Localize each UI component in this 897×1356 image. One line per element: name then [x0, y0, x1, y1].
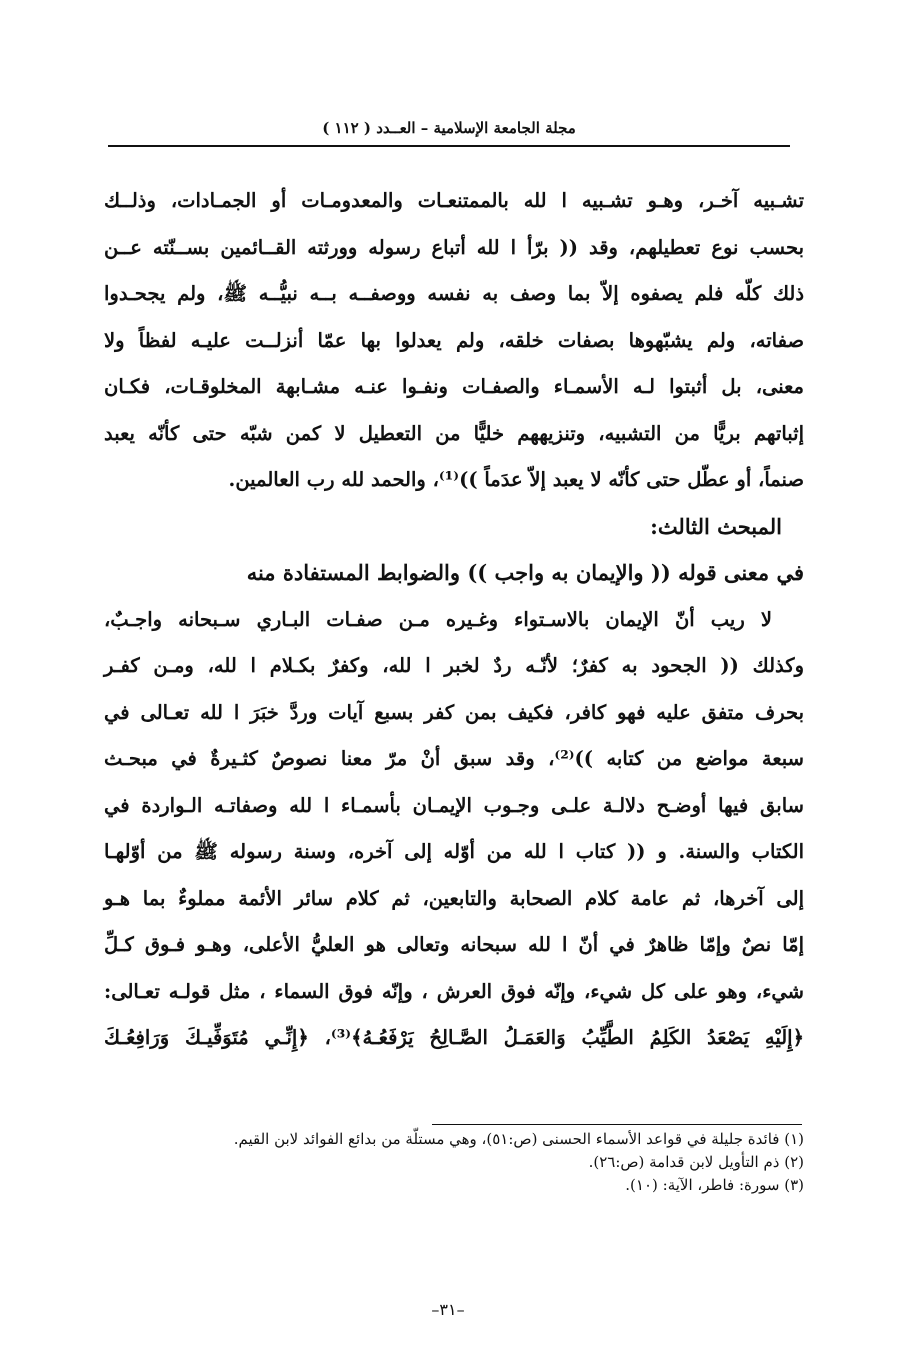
text-line: الكتاب والسنة. و (( كتاب ا لله من أوّله إلى آخره، وسنة رسوله ﷺ من أوّلهـا: [104, 840, 804, 863]
text-line: سابق فيها أوضـح دلالـة علـى وجـوب الإيمـان بأسمـاء ا لله وصفاتـه الـواردة في: [104, 793, 804, 817]
footnote-rule: [432, 1124, 802, 1125]
running-header: مجلة الجامعة الإسلامية – العــدد ( ١١٢ ): [322, 119, 576, 137]
text-line: سبعة مواضع من كتابه ))⁽²⁾، وقد سبق أنْ مرّ معنا نصوصٌ كثـيرةٌ في مبحـث: [104, 747, 804, 770]
text-line: لا ريب أنّ الإيمان بالاسـتواء وغـيره مـن صفـات البـاري سـبحانه واجـبٌ،: [104, 607, 772, 631]
text-line: صنماً، أو عطّل حتى كأنّه لا يعبد إلاّ عدَماً ))⁽¹⁾، والحمد لله رب العالمين.: [228, 468, 804, 491]
footnote: (٢) ذم التأويل لابن قدامة (ص:٢٦).: [588, 1153, 804, 1171]
section-subtitle: في معنى قوله (( والإيمان به واجب )) والضوابط المستفادة منه: [246, 560, 804, 585]
text-line: إلى آخرها، ثم عامة كلام الصحابة والتابعين، ثم كلام سائر الأئمة مملوءٌ بما هـو: [104, 886, 804, 910]
text-line: بحرف متفق عليه فهو كافر، فكيف بمن كفر بسبع آيات وردَّ خبَرَ ا لله تعـالى في: [104, 700, 804, 724]
text-line: وكذلك (( الجحود به كفرٌ؛ لأنّـه ردٌ لخبر ا لله، وكفرٌ بكـلام ا لله، ومـن كفـر: [104, 654, 804, 677]
page-number: –٣١–: [431, 1300, 465, 1319]
footnotes: [104, 1128, 804, 1197]
text-line: معنى، بل أثبتوا لـه الأسمـاء والصفـات ونفـوا عنـه مشـابهة المخلوقـات، فكـان: [104, 375, 804, 398]
header-rule: [108, 145, 790, 147]
text-line: ذلك كلّه فلم يصفوه إلاّ بما وصف به نفسه ووصفــه بــه نبيُّــه ﷺ، ولم يجحـدوا: [104, 282, 804, 305]
text-line: بحسب نوع تعطيلهم، وقد (( برّأ ا لله أتباع رسوله وورثته القــائمين بســنّته عــن: [104, 235, 804, 259]
body-text: [104, 178, 804, 1062]
text-line: شيء، وهو على كل شيء، وإنّه فوق العرش ، وإنّه فوق السماء ، مثل قولـه تعـالى:: [104, 979, 804, 1003]
text-line: ﴿إِلَيْهِ يَصْعَدُ الكَلِمُ الطَّيِّبُ وَالعَمَـلُ الصَّـالِحُ يَرْفَعُـهُ﴾⁽³⁾، ﴿إِنِّـي مُتَوَفِّيـكَ وَرَافِعُـكَ: [104, 1026, 804, 1049]
footnote: (٣) سورة: فاطر، الآية: (١٠).: [625, 1176, 804, 1194]
text-line: إمّا نصٌ وإمّا ظاهرٌ في أنّ ا لله سبحانه وتعالى هو العليُّ الأعلى، وهـو فـوق كـلِّ: [104, 933, 804, 956]
footnote: (١) فائدة جليلة في قواعد الأسماء الحسنى (ص:٥١)، وهي مستلّة من بدائع الفوائد لابن القيم.: [233, 1130, 804, 1148]
text-line: إثباتهم بريًّا من التشبيه، وتنزيههم خليًّا من التعطيل لا كمن شبّه حتى كأنّه يعبد: [104, 421, 804, 445]
text-line: تشـبيه آخـر، وهـو تشـبيه ا لله بالممتنعـات والمعدومـات أو الجمـادات، وذلــك: [104, 189, 804, 212]
section-heading: المبحث الثالث:: [650, 513, 782, 539]
text-line: صفاته، ولم يشبّهوها بصفات خلقه، ولم يعدلوا بها عمّا أنزلــت عليـه لفظاً ولا: [104, 328, 804, 352]
